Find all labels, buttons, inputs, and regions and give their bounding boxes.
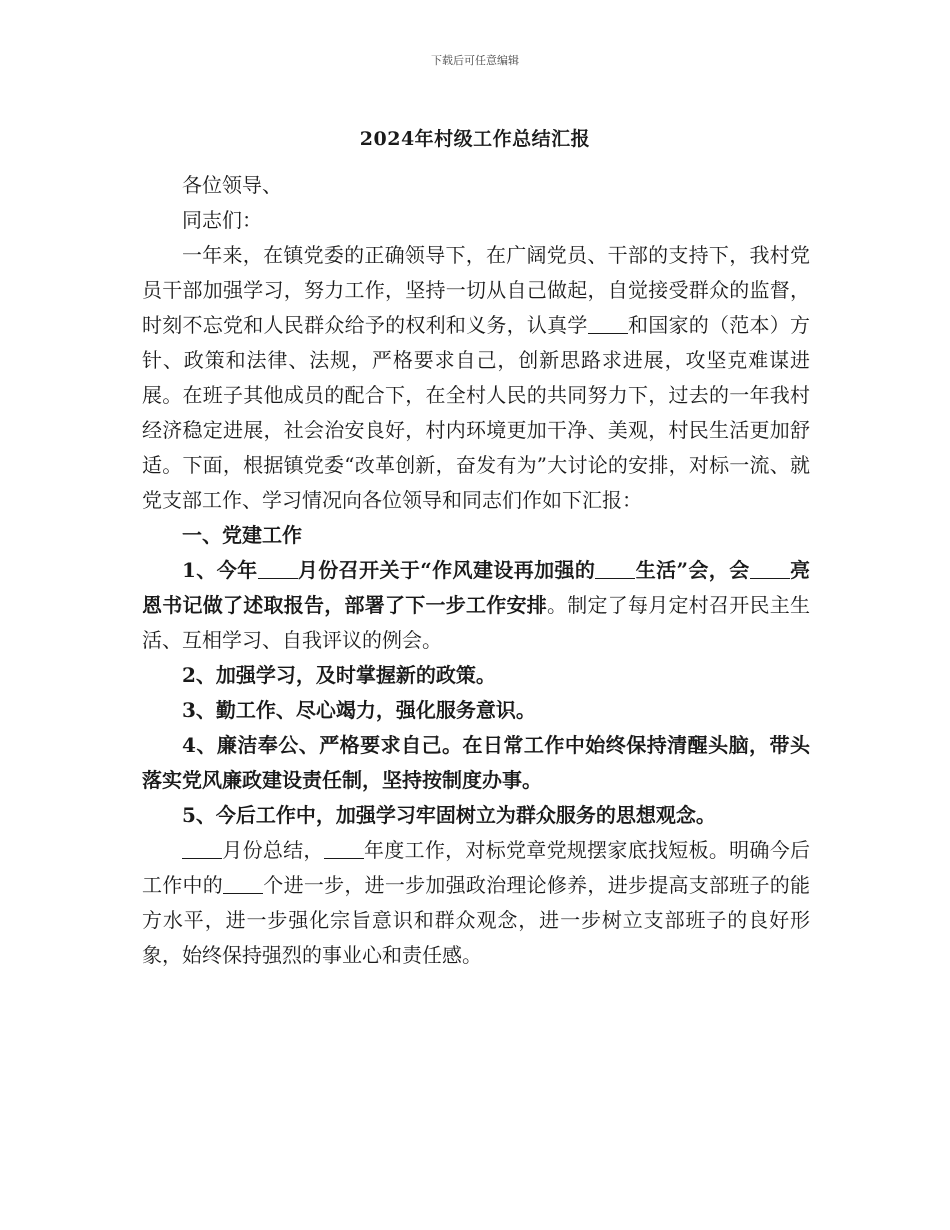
closing-part-a: 月份总结， <box>222 838 324 862</box>
item-1-part-c: 生活”会，会 <box>635 558 750 582</box>
document-title: 2024年村级工作总结汇报 <box>359 128 591 150</box>
item-1-part-e: 。制定了每月定村召开民主生活、互相学习、自我评议的例会。 <box>142 593 810 652</box>
blank-underline <box>223 873 263 894</box>
blank-underline <box>182 838 222 859</box>
item-1-part-a: 1、今年 <box>182 558 258 582</box>
closing-paragraph <box>142 833 810 973</box>
greeting-leaders: 各位领导、 <box>182 173 282 197</box>
intro-text-part-2: 和国家的（范本）方针、政策和法律、法规，严格要求自己，创新思路求进展，攻坚克难谋进展。在班子其他成员的配合下，在全村人民的共同努力下，过去的一年我村经济稳定进展，社会治安良好，村内环境更加干净、美观，村民生活更加舒适。下面，根据镇党委“改革创新，奋发有为”大讨论的安排，对标一流、就党支部工作、学习情况向各位领导和同志们作如下汇报： <box>142 313 811 512</box>
blank-underline <box>324 838 364 859</box>
closing-part-b: 年度工作，对标党章党规摆家底找短板。明确今后工作中的 <box>142 838 811 897</box>
item-1-part-d: 亮恩书记做了述取报告，部署了下一步工作安排 <box>142 558 810 617</box>
page-header-note: 下载后可任意编辑 <box>431 54 519 67</box>
item-2: 2、加强学习，及时掌握新的政策。 <box>182 663 496 687</box>
item-4: 4、廉洁奉公、严格要求自己。在日常工作中始终保持清醒头脑，带头落实党风廉政建设责任制，坚持按制度办事。 <box>142 733 810 792</box>
item-1-paragraph <box>142 553 810 658</box>
item-5: 5、今后工作中，加强学习牢固树立为群众服务的思想观念。 <box>182 803 716 827</box>
blank-underline <box>588 313 628 334</box>
item-3: 3、勤工作、尽心竭力，强化服务意识。 <box>182 698 536 722</box>
greeting-comrades: 同志们： <box>182 208 262 232</box>
section-heading-party-building: 一、党建工作 <box>182 523 302 547</box>
closing-part-c: 个进一步，进一步加强政治理论修养，进步提高支部班子的能方水平，进一步强化宗旨意识和群众观念，进一步树立支部班子的良好形象，始终保持强烈的事业心和责任感。 <box>142 873 811 967</box>
blank-underline <box>258 558 298 579</box>
intro-paragraph <box>142 238 810 518</box>
intro-text-part-1: 一年来，在镇党委的正确领导下，在广阔党员、干部的支持下，我村党员干部加强学习，努力工作，坚持一切从自己做起，自觉接受群众的监督，时刻不忘党和人民群众给予的权利和义务，认真学 <box>142 243 810 337</box>
blank-underline <box>595 558 635 579</box>
document-body <box>142 168 810 973</box>
item-1-part-b: 月份召开关于“作风建设再加强的 <box>297 558 596 582</box>
blank-underline <box>750 558 790 579</box>
